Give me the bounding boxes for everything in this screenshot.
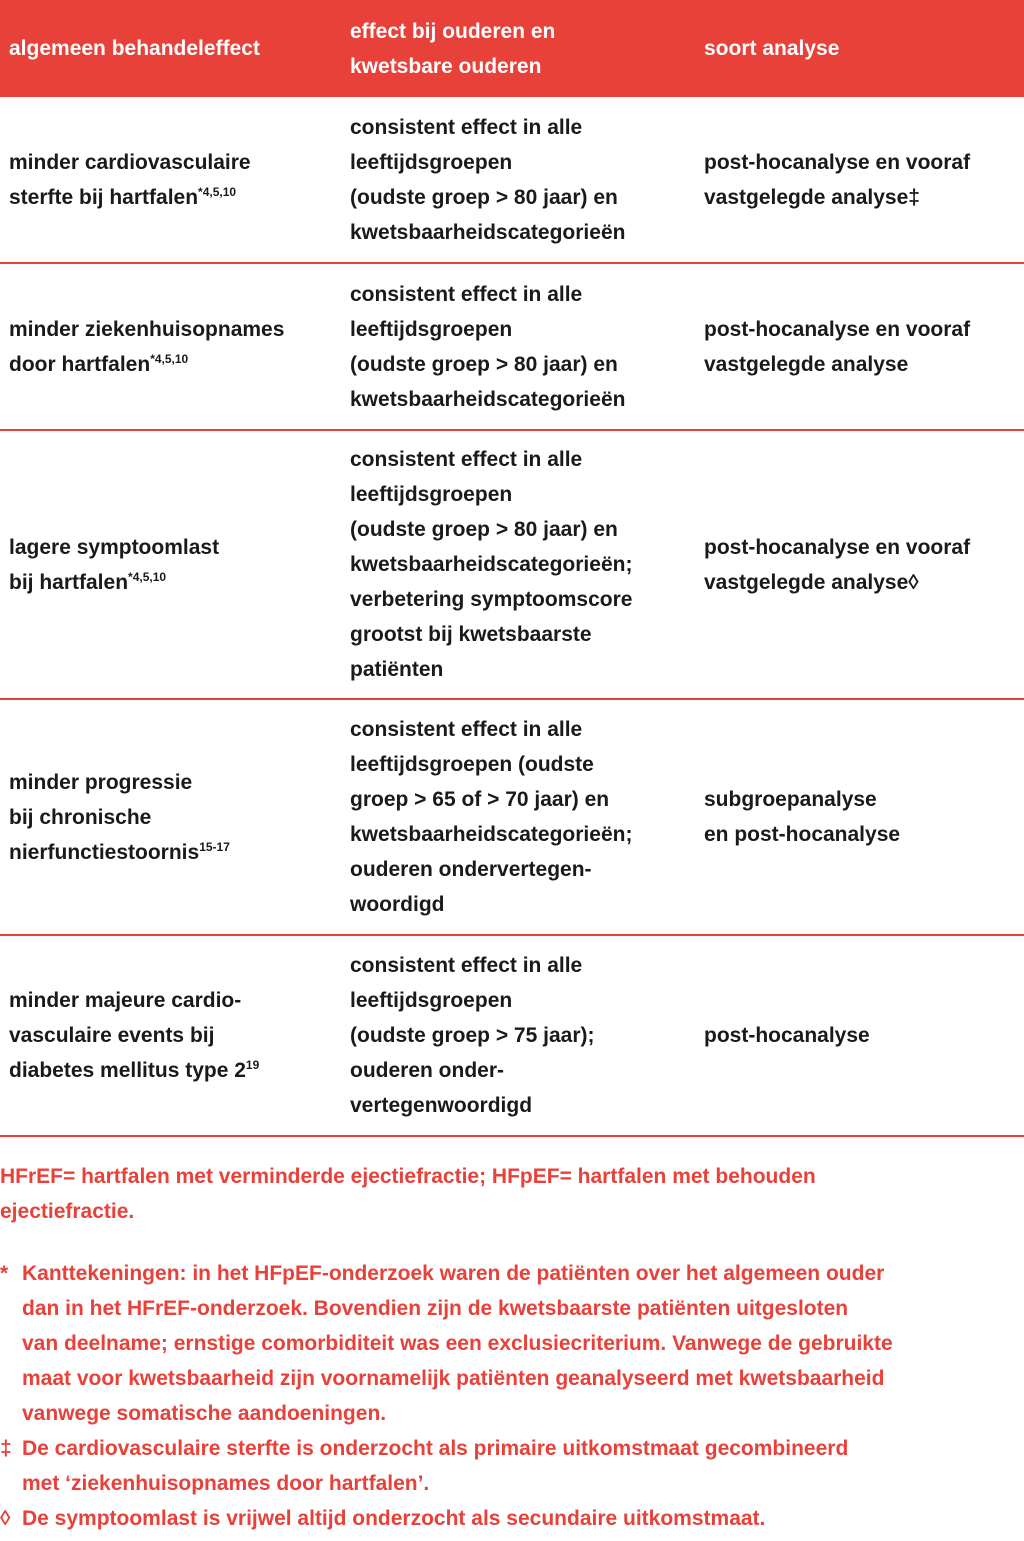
cell-effect-elderly [340, 97, 694, 263]
cell-effect-elderly [340, 699, 694, 935]
effect-text: bij chronische [9, 805, 152, 829]
effect-text-part: sterfte bij hartfalen [9, 185, 199, 209]
table-body [0, 97, 1024, 1136]
effect-text: minder progressie [9, 770, 193, 794]
cell-general-effect [0, 430, 340, 699]
table-row [0, 97, 1024, 263]
reference-superscript: *4,5,10 [128, 569, 167, 584]
analysis-text: en post-hocanalyse [704, 823, 901, 846]
analysis-text: vastgelegde analyse‡ [704, 185, 920, 209]
cell-analysis-type [694, 430, 1024, 699]
cell-effect-elderly [340, 263, 694, 430]
footnote-double-dagger [0, 1431, 1020, 1501]
elderly-text: kwetsbaarheidscategorieën; [350, 823, 633, 846]
elderly-text: kwetsbaarheidscategorieën [350, 220, 626, 244]
footnote-line: met ‘ziekenhuisopnames door hartfalen’. [22, 1472, 430, 1495]
header-analysis-type: soort analyse [704, 37, 840, 60]
footnote-lozenge [0, 1501, 1020, 1536]
footnote-text [22, 1501, 1020, 1536]
analysis-text: post-hocanalyse en vooraf [704, 150, 971, 174]
effect-text [9, 1053, 340, 1088]
abbreviations-text: HFrEF= hartfalen met verminderde ejectiefractie; HFpEF= hartfalen met behouden [0, 1165, 816, 1188]
elderly-text: woordigd [350, 893, 445, 916]
elderly-text: grootst bij kwetsbaarste [350, 623, 592, 646]
cell-analysis-type [694, 935, 1024, 1136]
footnote-line: Kanttekeningen: in het HFpEF-onderzoek waren de patiënten over het algemeen ouder [22, 1262, 885, 1285]
elderly-text: leeftijdsgroepen [350, 989, 513, 1012]
footnote-mark: * [0, 1262, 9, 1285]
effect-text: minder ziekenhuisopnames [9, 317, 285, 341]
footnote-list [0, 1256, 1020, 1536]
analysis-text: subgroepanalyse [704, 788, 877, 811]
elderly-text: patiënten [350, 658, 444, 681]
cell-general-effect [0, 699, 340, 935]
elderly-text: ouderen onder- [350, 1059, 505, 1082]
effect-text: lagere symptoomlast [9, 535, 220, 559]
footnote-asterisk [0, 1256, 1020, 1431]
footnote-text [22, 1431, 1020, 1501]
elderly-text: verbetering symptoomscore [350, 588, 633, 611]
effect-text-part: diabetes mellitus type 2 [9, 1059, 246, 1082]
elderly-text: groep > 65 of > 70 jaar) en [350, 788, 610, 811]
elderly-text: (oudste groep > 75 jaar); [350, 1024, 595, 1047]
footnote-line: van deelname; ernstige comorbiditeit was een exclusiecriterium. Vanwege de gebruikte [22, 1332, 893, 1355]
effect-text-part: bij hartfalen [9, 570, 129, 594]
elderly-text: consistent effect in alle [350, 448, 583, 471]
abbreviations-text: ejectiefractie. [0, 1200, 135, 1223]
cell-general-effect [0, 935, 340, 1136]
effect-text [9, 565, 340, 600]
header-effect-elderly-line: kwetsbare ouderen [350, 54, 542, 78]
effect-text [9, 347, 340, 382]
abbreviations-note [0, 1159, 1020, 1229]
cell-analysis-type [694, 97, 1024, 263]
effect-text-part: nierfunctiestoornis [9, 840, 200, 864]
header-general-effect: algemeen behandeleffect [9, 37, 260, 60]
analysis-text: post-hocanalyse en vooraf [704, 317, 971, 341]
elderly-text: consistent effect in alle [350, 718, 583, 741]
table-header [0, 0, 1024, 97]
footnote-text [22, 1256, 1020, 1431]
elderly-text: vertegenwoordigd [350, 1094, 533, 1117]
elderly-text: (oudste groep > 80 jaar) en [350, 352, 618, 376]
analysis-text: vastgelegde analyse◊ [704, 570, 919, 594]
effect-text: minder majeure cardio- [9, 989, 242, 1012]
elderly-text: consistent effect in alle [350, 954, 583, 977]
table-notes [0, 1159, 1024, 1536]
footnote-line: vanwege somatische aandoeningen. [22, 1402, 387, 1425]
effect-text [9, 835, 340, 870]
effect-text-part: door hartfalen [9, 352, 151, 376]
header-effect-elderly [340, 0, 694, 97]
elderly-text: consistent effect in alle [350, 282, 583, 306]
cell-analysis-type [694, 699, 1024, 935]
footnote-mark: ◊ [0, 1507, 11, 1530]
elderly-text: kwetsbaarheidscategorieën [350, 387, 626, 411]
elderly-text: leeftijdsgroepen [350, 150, 513, 174]
header-effect-elderly-line: effect bij ouderen en [350, 19, 556, 43]
elderly-text: kwetsbaarheidscategorieën; [350, 553, 633, 576]
footnote-mark: ‡ [0, 1437, 12, 1460]
elderly-text: (oudste groep > 80 jaar) en [350, 518, 618, 541]
footnote-line: dan in het HFrEF-onderzoek. Bovendien zijn de kwetsbaarste patiënten uitgesloten [22, 1297, 849, 1320]
elderly-text: consistent effect in alle [350, 115, 583, 139]
effect-text: minder cardiovasculaire [9, 150, 251, 174]
cell-general-effect [0, 97, 340, 263]
table-row [0, 699, 1024, 935]
reference-superscript: 15-17 [199, 839, 230, 854]
elderly-text: leeftijdsgroepen [350, 483, 513, 506]
footnote-line: De symptoomlast is vrijwel altijd onderzocht als secundaire uitkomstmaat. [22, 1507, 766, 1530]
header-row [0, 0, 1024, 97]
analysis-text: post-hocanalyse [704, 1024, 870, 1047]
elderly-text: leeftijdsgroepen (oudste [350, 753, 594, 776]
footnote-line: maat voor kwetsbaarheid zijn voornamelijk patiënten geanalyseerd met kwetsbaarheid [22, 1367, 885, 1390]
elderly-text: ouderen ondervertegen- [350, 858, 592, 881]
reference-superscript: *4,5,10 [150, 351, 189, 366]
effect-text: vasculaire events bij [9, 1024, 215, 1047]
table-row [0, 935, 1024, 1136]
elderly-text: leeftijdsgroepen [350, 317, 513, 341]
effect-text [9, 180, 340, 215]
table-row [0, 430, 1024, 699]
cell-effect-elderly [340, 430, 694, 699]
elderly-text: (oudste groep > 80 jaar) en [350, 185, 618, 209]
analysis-text: vastgelegde analyse [704, 352, 909, 376]
reference-superscript: *4,5,10 [198, 184, 237, 199]
cell-effect-elderly [340, 935, 694, 1136]
reference-superscript: 19 [245, 1058, 260, 1072]
table-row [0, 263, 1024, 430]
cell-general-effect [0, 263, 340, 430]
cell-analysis-type [694, 263, 1024, 430]
footnote-line: De cardiovasculaire sterfte is onderzocht als primaire uitkomstmaat gecombineerd [22, 1437, 849, 1460]
analysis-text: post-hocanalyse en vooraf [704, 535, 971, 559]
